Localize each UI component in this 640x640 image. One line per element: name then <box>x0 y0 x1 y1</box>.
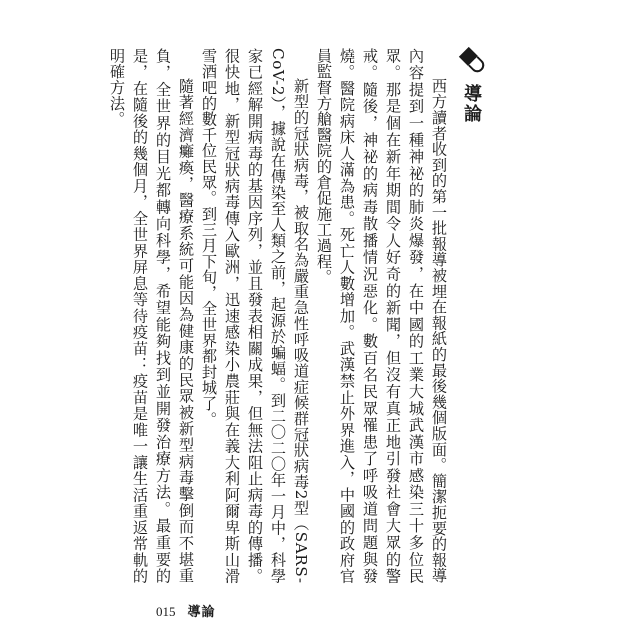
page-number: 015 <box>156 604 176 619</box>
pill-icon <box>459 47 487 75</box>
chapter-heading <box>452 46 492 166</box>
body-text <box>108 48 450 584</box>
page-footer <box>156 601 216 620</box>
chapter-title: 導論 <box>461 84 482 124</box>
paragraph-3: 隨著經濟癱瘓，醫療系統可能因為健康的民眾被新型病毒擊倒而不堪重負，全世界的目光都轉向科學，希望能夠找到並開發治療方法。最重要的是，在隨後的幾個月，全世界屏息等待疫苗：疫苗是唯一讓生活重返常軌的明確方法。 <box>108 48 195 584</box>
running-header-label: 導論 <box>187 605 216 620</box>
paragraph-1: 西方讀者收到的第一批報導被埋在報紙的最後幾個版面。簡潔扼要的報導內容提到一種神祕的肺炎爆發，在中國的工業大城武漢市感染三十多位民眾。那是個在新年期間令人好奇的新聞，但沒有真正地引發社會大眾的警戒。隨後，神祕的病毒散播情況惡化。數百名民眾罹患了呼吸道問題與發燒。醫院病床人滿為患。死亡人數增加。武漢禁止外界進入，中國的政府官員監督方艙醫院的倉促施工過程。 <box>315 48 448 584</box>
paragraph-2: 新型的冠狀病毒，被取名為嚴重急性呼吸道症候群冠狀病毒2型（SARS-CoV-2），據說在傳染至人類之前，起源於蝙蝠。到二〇二〇年一月中，科學家已經解開病毒的基因序列，並且發表相關成果，但無法阻止病毒的傳播。很快地，新型冠狀病毒傳入歐洲，迅速感染小農莊與在義大利阿爾卑斯山滑雪酒吧的數千位民眾。到三月下旬，全世界都封城了。 <box>200 48 310 584</box>
